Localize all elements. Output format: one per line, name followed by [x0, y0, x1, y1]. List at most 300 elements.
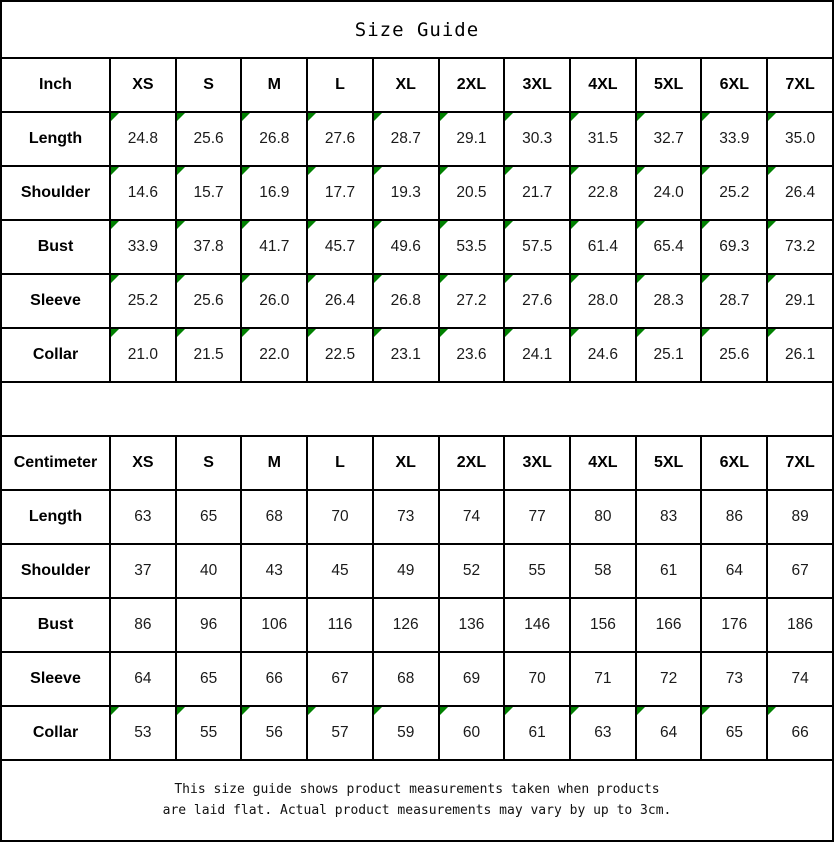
- flag-triangle-icon: [308, 275, 316, 283]
- size-header-cell: L: [307, 436, 373, 490]
- flag-triangle-icon: [242, 329, 250, 337]
- value-cell: [636, 544, 702, 598]
- unit-label-cell: Centimeter: [1, 436, 110, 490]
- value-text: 28.0: [587, 292, 618, 309]
- value-cell: [767, 112, 833, 166]
- value-cell: [439, 112, 505, 166]
- value-cell: [570, 274, 636, 328]
- size-header-cell: 5XL: [636, 58, 702, 112]
- row-label-cell: Collar: [1, 328, 110, 382]
- value-text: 55: [528, 562, 546, 579]
- flag-triangle-icon: [505, 275, 513, 283]
- flag-triangle-icon: [440, 329, 448, 337]
- value-text: 166: [655, 616, 682, 633]
- value-cell: [439, 166, 505, 220]
- value-cell: [110, 706, 176, 760]
- flag-triangle-icon: [374, 167, 382, 175]
- value-cell: [701, 652, 767, 706]
- value-cell: [767, 544, 833, 598]
- value-cell: [110, 220, 176, 274]
- flag-triangle-icon: [374, 707, 382, 715]
- value-cell: [307, 490, 373, 544]
- row-label-cell: Shoulder: [1, 544, 110, 598]
- row-label-cell: Collar: [1, 706, 110, 760]
- flag-triangle-icon: [177, 113, 185, 121]
- flag-triangle-icon: [571, 275, 579, 283]
- value-text: 24.0: [653, 184, 684, 201]
- value-text: 49: [397, 562, 415, 579]
- value-cell: [373, 112, 439, 166]
- value-cell: [439, 706, 505, 760]
- size-header-cell: 4XL: [570, 58, 636, 112]
- size-header-cell: XL: [373, 436, 439, 490]
- value-cell: [176, 112, 242, 166]
- flag-triangle-icon: [308, 329, 316, 337]
- flag-triangle-icon: [308, 113, 316, 121]
- value-cell: [241, 220, 307, 274]
- measurement-row: [1, 328, 833, 382]
- value-text: 28.3: [653, 292, 684, 309]
- measurement-row: [1, 112, 833, 166]
- value-cell: [636, 274, 702, 328]
- flag-triangle-icon: [571, 707, 579, 715]
- row-label-cell: Length: [1, 112, 110, 166]
- flag-triangle-icon: [308, 221, 316, 229]
- value-cell: [701, 220, 767, 274]
- size-header-cell: M: [241, 58, 307, 112]
- measurement-row: [1, 598, 833, 652]
- value-text: 35.0: [785, 130, 816, 147]
- value-cell: [570, 112, 636, 166]
- value-cell: [636, 328, 702, 382]
- value-cell: [767, 166, 833, 220]
- flag-triangle-icon: [177, 275, 185, 283]
- flag-triangle-icon: [111, 707, 119, 715]
- value-cell: [307, 166, 373, 220]
- value-text: 57.5: [522, 238, 553, 255]
- value-cell: [176, 490, 242, 544]
- value-cell: [570, 220, 636, 274]
- size-header-cell: M: [241, 436, 307, 490]
- footer-note: [0, 761, 834, 842]
- footer-line-2: are laid flat. Actual product measurements may vary by up to 3cm.: [162, 802, 672, 818]
- flag-triangle-icon: [637, 329, 645, 337]
- value-cell: [767, 274, 833, 328]
- size-header-cell: 6XL: [701, 436, 767, 490]
- value-cell: [307, 544, 373, 598]
- flag-triangle-icon: [702, 221, 710, 229]
- value-text: 56: [265, 724, 283, 741]
- value-cell: [241, 328, 307, 382]
- flag-triangle-icon: [637, 707, 645, 715]
- flag-triangle-icon: [505, 167, 513, 175]
- size-header-cell: 3XL: [504, 436, 570, 490]
- row-label-cell: Sleeve: [1, 274, 110, 328]
- value-cell: [307, 220, 373, 274]
- value-cell: [373, 274, 439, 328]
- value-cell: [570, 490, 636, 544]
- value-text: 70: [528, 670, 546, 687]
- value-text: 106: [261, 616, 288, 633]
- size-header-cell: S: [176, 436, 242, 490]
- flag-triangle-icon: [768, 275, 776, 283]
- table-spacer: [0, 383, 834, 435]
- value-cell: [241, 706, 307, 760]
- value-text: 66: [265, 670, 283, 687]
- flag-triangle-icon: [702, 329, 710, 337]
- value-text: 72: [659, 670, 678, 687]
- flag-triangle-icon: [374, 275, 382, 283]
- flag-triangle-icon: [702, 275, 710, 283]
- value-text: 23.6: [456, 346, 487, 363]
- value-text: 77: [528, 508, 546, 525]
- value-text: 65: [199, 670, 218, 687]
- value-text: 20.5: [456, 184, 487, 201]
- size-header-cell: 4XL: [570, 436, 636, 490]
- value-cell: [701, 274, 767, 328]
- flag-triangle-icon: [242, 275, 250, 283]
- flag-triangle-icon: [440, 221, 448, 229]
- value-text: 60: [462, 724, 481, 741]
- size-header-cell: 7XL: [767, 58, 833, 112]
- value-text: 45.7: [324, 238, 356, 255]
- size-header-cell: L: [307, 58, 373, 112]
- flag-triangle-icon: [571, 167, 579, 175]
- value-text: 16.9: [259, 184, 290, 201]
- value-text: 61.4: [587, 238, 618, 255]
- flag-triangle-icon: [111, 221, 119, 229]
- measurement-row: [1, 166, 833, 220]
- value-text: 37.8: [193, 238, 224, 255]
- value-text: 61: [528, 724, 546, 741]
- flag-triangle-icon: [571, 221, 579, 229]
- value-cell: [373, 544, 439, 598]
- flag-triangle-icon: [242, 221, 250, 229]
- value-text: 156: [589, 616, 616, 633]
- footer-line-1: This size guide shows product measurements taken when products: [174, 782, 660, 798]
- flag-triangle-icon: [177, 167, 185, 175]
- value-cell: [439, 328, 505, 382]
- size-header-cell: 6XL: [701, 58, 767, 112]
- flag-triangle-icon: [768, 167, 776, 175]
- value-cell: [110, 328, 176, 382]
- value-cell: [570, 166, 636, 220]
- value-cell: [176, 544, 242, 598]
- flag-triangle-icon: [571, 329, 579, 337]
- value-cell: [439, 544, 505, 598]
- value-cell: [110, 274, 176, 328]
- value-cell: [176, 274, 242, 328]
- flag-triangle-icon: [111, 113, 119, 121]
- value-cell: [241, 274, 307, 328]
- value-text: 21.7: [522, 184, 553, 201]
- value-text: 21.0: [127, 346, 158, 363]
- value-text: 74: [462, 508, 481, 525]
- value-cell: [176, 220, 242, 274]
- value-text: 64: [659, 724, 678, 741]
- value-text: 32.7: [653, 130, 684, 147]
- value-cell: [439, 220, 505, 274]
- value-cell: [110, 112, 176, 166]
- value-text: 45: [331, 562, 349, 579]
- flag-triangle-icon: [637, 167, 645, 175]
- value-cell: [110, 490, 176, 544]
- value-text: 27.6: [522, 292, 553, 309]
- flag-triangle-icon: [177, 221, 185, 229]
- value-text: 52: [462, 562, 481, 579]
- value-cell: [110, 544, 176, 598]
- value-cell: [241, 652, 307, 706]
- value-text: 59: [397, 724, 415, 741]
- measurement-row: [1, 544, 833, 598]
- value-text: 27.6: [324, 130, 356, 147]
- flag-triangle-icon: [374, 329, 382, 337]
- value-cell: [701, 544, 767, 598]
- row-label-cell: Shoulder: [1, 166, 110, 220]
- value-cell: [176, 598, 242, 652]
- value-cell: [373, 328, 439, 382]
- inch-size-table: [0, 57, 834, 383]
- flag-triangle-icon: [440, 113, 448, 121]
- value-text: 49.6: [390, 238, 421, 255]
- value-cell: [110, 598, 176, 652]
- value-cell: [176, 652, 242, 706]
- value-text: 24.6: [587, 346, 618, 363]
- value-cell: [636, 220, 702, 274]
- value-cell: [241, 544, 307, 598]
- value-text: 176: [721, 616, 748, 633]
- measurement-row: [1, 706, 833, 760]
- value-text: 58: [594, 562, 612, 579]
- value-text: 29.1: [456, 130, 487, 147]
- value-cell: [636, 112, 702, 166]
- value-cell: [701, 490, 767, 544]
- value-text: 40: [199, 562, 218, 579]
- flag-triangle-icon: [637, 275, 645, 283]
- value-text: 26.8: [390, 292, 421, 309]
- value-text: 86: [134, 616, 152, 633]
- value-cell: [373, 490, 439, 544]
- value-text: 25.1: [653, 346, 684, 363]
- value-cell: [701, 598, 767, 652]
- value-cell: [373, 706, 439, 760]
- value-text: 23.1: [390, 346, 421, 363]
- value-cell: [504, 652, 570, 706]
- value-text: 61: [659, 562, 678, 579]
- value-text: 71: [594, 670, 612, 687]
- value-text: 96: [199, 616, 218, 633]
- value-cell: [570, 544, 636, 598]
- flag-triangle-icon: [242, 167, 250, 175]
- flag-triangle-icon: [374, 113, 382, 121]
- value-cell: [307, 112, 373, 166]
- value-text: 64: [134, 670, 152, 687]
- value-text: 116: [327, 616, 353, 633]
- value-cell: [439, 274, 505, 328]
- value-text: 41.7: [259, 238, 290, 255]
- value-text: 65.4: [653, 238, 684, 255]
- value-cell: [373, 598, 439, 652]
- centimeter-size-table: [0, 435, 834, 761]
- value-cell: [307, 652, 373, 706]
- value-cell: [701, 166, 767, 220]
- size-header-cell: XS: [110, 436, 176, 490]
- value-text: 146: [524, 616, 551, 633]
- value-text: 25.2: [719, 184, 750, 201]
- flag-triangle-icon: [637, 113, 645, 121]
- value-cell: [241, 490, 307, 544]
- value-cell: [767, 598, 833, 652]
- value-cell: [307, 274, 373, 328]
- value-text: 15.7: [193, 184, 224, 201]
- value-text: 83: [659, 508, 678, 525]
- value-cell: [504, 544, 570, 598]
- value-text: 14.6: [127, 184, 158, 201]
- value-cell: [570, 598, 636, 652]
- value-cell: [636, 706, 702, 760]
- row-label-cell: Bust: [1, 220, 110, 274]
- value-text: 80: [594, 508, 612, 525]
- flag-triangle-icon: [571, 113, 579, 121]
- value-text: 126: [392, 616, 419, 633]
- flag-triangle-icon: [242, 707, 250, 715]
- value-cell: [504, 490, 570, 544]
- flag-triangle-icon: [177, 329, 185, 337]
- value-text: 66: [791, 724, 809, 741]
- value-cell: [701, 706, 767, 760]
- flag-triangle-icon: [702, 113, 710, 121]
- value-cell: [636, 598, 702, 652]
- value-text: 64: [725, 562, 743, 579]
- size-header-cell: 2XL: [439, 436, 505, 490]
- value-text: 29.1: [785, 292, 816, 309]
- value-cell: [504, 706, 570, 760]
- flag-triangle-icon: [111, 275, 119, 283]
- value-cell: [307, 598, 373, 652]
- value-text: 57: [331, 724, 349, 741]
- value-text: 69: [462, 670, 481, 687]
- flag-triangle-icon: [702, 167, 710, 175]
- flag-triangle-icon: [768, 221, 776, 229]
- flag-triangle-icon: [374, 221, 382, 229]
- flag-triangle-icon: [440, 167, 448, 175]
- value-cell: [504, 220, 570, 274]
- size-header-cell: 5XL: [636, 436, 702, 490]
- value-text: 31.5: [587, 130, 618, 147]
- row-label-cell: Length: [1, 490, 110, 544]
- value-cell: [110, 166, 176, 220]
- value-cell: [176, 166, 242, 220]
- value-cell: [504, 328, 570, 382]
- value-cell: [767, 652, 833, 706]
- row-label-cell: Sleeve: [1, 652, 110, 706]
- value-text: 73: [397, 508, 415, 525]
- size-header-row: [1, 436, 833, 490]
- size-header-cell: XL: [373, 58, 439, 112]
- flag-triangle-icon: [308, 707, 316, 715]
- value-cell: [636, 490, 702, 544]
- value-text: 17.7: [324, 184, 356, 201]
- value-text: 73.2: [785, 238, 816, 255]
- value-cell: [439, 652, 505, 706]
- value-text: 69.3: [719, 238, 750, 255]
- flag-triangle-icon: [308, 167, 316, 175]
- value-text: 68: [265, 508, 283, 525]
- value-cell: [241, 598, 307, 652]
- value-cell: [110, 652, 176, 706]
- value-cell: [767, 220, 833, 274]
- flag-triangle-icon: [440, 707, 448, 715]
- size-header-cell: 2XL: [439, 58, 505, 112]
- value-cell: [373, 166, 439, 220]
- size-header-row: [1, 58, 833, 112]
- flag-triangle-icon: [505, 707, 513, 715]
- value-text: 89: [791, 508, 809, 525]
- value-text: 65: [199, 508, 218, 525]
- value-text: 70: [331, 508, 349, 525]
- value-text: 136: [458, 616, 485, 633]
- value-cell: [701, 112, 767, 166]
- size-header-cell: 7XL: [767, 436, 833, 490]
- value-text: 24.1: [522, 346, 553, 363]
- flag-triangle-icon: [637, 221, 645, 229]
- value-text: 26.4: [785, 184, 816, 201]
- measurement-row: [1, 490, 833, 544]
- flag-triangle-icon: [177, 707, 185, 715]
- value-cell: [504, 274, 570, 328]
- value-text: 67: [791, 562, 809, 579]
- value-text: 53: [134, 724, 152, 741]
- value-cell: [570, 328, 636, 382]
- value-text: 67: [331, 670, 349, 687]
- value-text: 26.4: [324, 292, 356, 309]
- value-text: 37: [134, 562, 152, 579]
- value-text: 22.8: [587, 184, 618, 201]
- measurement-row: [1, 274, 833, 328]
- value-text: 25.6: [719, 346, 750, 363]
- value-text: 43: [265, 562, 283, 579]
- value-text: 68: [397, 670, 415, 687]
- value-text: 28.7: [390, 130, 421, 147]
- flag-triangle-icon: [242, 113, 250, 121]
- value-cell: [504, 598, 570, 652]
- flag-triangle-icon: [440, 275, 448, 283]
- value-text: 63: [134, 508, 152, 525]
- value-text: 26.1: [785, 346, 816, 363]
- value-text: 65: [725, 724, 743, 741]
- value-text: 73: [725, 670, 743, 687]
- value-text: 186: [787, 616, 814, 633]
- unit-label-cell: Inch: [1, 58, 110, 112]
- measurement-row: [1, 652, 833, 706]
- value-text: 22.0: [259, 346, 290, 363]
- value-cell: [176, 706, 242, 760]
- flag-triangle-icon: [702, 707, 710, 715]
- size-header-cell: S: [176, 58, 242, 112]
- value-cell: [176, 328, 242, 382]
- value-cell: [373, 652, 439, 706]
- size-header-cell: XS: [110, 58, 176, 112]
- value-cell: [570, 652, 636, 706]
- value-text: 25.2: [127, 292, 158, 309]
- value-cell: [504, 112, 570, 166]
- flag-triangle-icon: [768, 329, 776, 337]
- flag-triangle-icon: [111, 167, 119, 175]
- value-text: 30.3: [522, 130, 553, 147]
- flag-triangle-icon: [111, 329, 119, 337]
- value-text: 33.9: [719, 130, 750, 147]
- value-text: 24.8: [127, 130, 158, 147]
